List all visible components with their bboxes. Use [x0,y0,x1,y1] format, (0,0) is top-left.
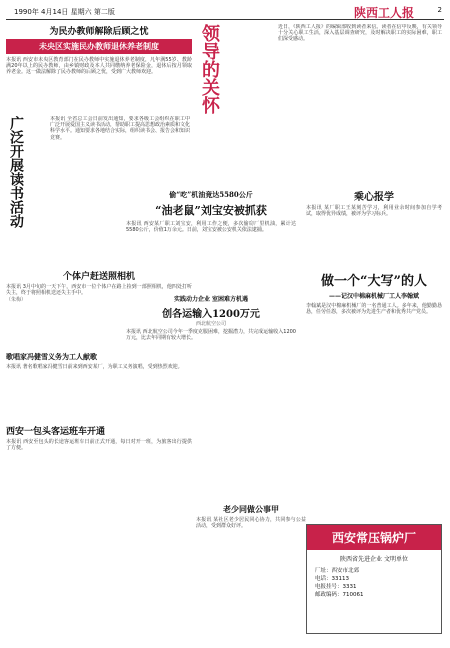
masthead [6,4,444,20]
center-mid-headline: 创各运输入1200万元 [162,309,260,320]
article-2-body: 本报讯 著名歌唱家冯健雪日前来到西安某厂，为职工义务演唱，受到热烈欢迎。 [6,364,183,370]
ad-title: 西安常压锅炉厂 [307,525,441,550]
lead-kicker: 为民办教师解除后顾之忧 [49,27,149,37]
right-article-1 [306,188,442,268]
right-top-article [278,24,442,184]
center-bottom-headline: 老少同做公事甲 [223,504,279,514]
middle-left-body: 本报讯 3月中旬的一天下午，西安市一位个体户在路上捡到一部照相机，他四处打听失主，终于将照相机送还失主手中。 [6,284,192,297]
center-mid-sub: 西北航空公司 [195,321,226,327]
article-3-body: 本报讯 西安至包头的长途客运班车日前正式开通，每日对开一班，为旅客出行提供了方便。 [6,439,192,452]
right-article-2-headline: 做一个“大写”的人 [321,274,427,289]
ad-line: 电报挂号：3331 [315,584,357,590]
center-mid-body: 本报讯 西北航空公司今年一季度克服困难，挖掘潜力，共完成运输收入1200万元，比去年同期有较大增长。 [126,329,296,342]
right-article-2-body: 李翰斌是汉中棉麻机械厂的一名普通工人。多年来，他勤勤恳恳，任劳任怨，多次被评为先进生产者和优秀共产党员。 [306,303,442,316]
right-top-body: 近日，《陕西工人报》的编辑部收到读者来信。读者在信中反映，有关领导十分关心职工生活，深入基层调查研究，及时解决职工的实际困难，职工们深受感动。 [278,24,442,43]
right-article-1-body: 本报讯 某厂职工王某刻苦学习，利用业余时间参加自学考试，取得优异成绩，被评为学习标兵。 [306,205,442,218]
ad-line: 电话：33113 [315,576,349,582]
left-feature-body: 本报讯 全省总工会日前发出通知，要求各级工会组织在职工中广泛开展爱国主义读书活动，帮助职工提高思想政治素质和文化科学水平。通知要求各地结合实际，组织读书会、报告会和知识竞赛。 [50,116,191,141]
right-article-1-headline: 乘心报学 [354,192,394,203]
lead-body: 本报讯 西安市未央区教育部门在民办教师中实施退休养老制度，凡年满55岁、教龄满20年以上的民办教师，由乡镇财政及本人共同缴纳养老保险金，退休后按月领取养老金。这一做法解除了民办教师的后顾之忧，受到广大教师欢迎。 [6,57,192,76]
middle-left-headline: 个体户赶送照相机 [62,272,135,282]
right-top-title: 领导的关怀 [199,24,220,114]
ad-slogan: 文明单位 [383,556,408,563]
center-feature-headline: “油老鼠”刘宝安被抓获 [155,204,267,217]
advertisement [306,524,442,634]
ad-line: 邮政编码：710061 [315,592,364,598]
center-bottom [196,504,306,564]
lead-article [6,24,192,114]
lead-subhead: 未央区实施民办教师退休养老制度 [6,39,192,54]
center-feature-kicker: 偷“吃”机油竟达5580公斤 [169,190,253,199]
page-number: 2 [437,6,442,14]
article-2-headline: 歌唱家冯健雪义务为工人献歌 [6,352,97,361]
ad-line: 厂址：西安市北郊 [315,568,360,574]
newspaper-page [6,4,444,644]
center-mid-kicker: 实践动力企业 室困难方机遇 [173,296,249,303]
ad-subtitle: 陕西省先进企业 [340,556,383,563]
middle-left-byline: （朱梅） [6,297,27,304]
article-3-headline: 西安一包头客运班车开通 [6,427,106,437]
issue-date: 1990年 4月14日 星期六 第二版 [14,8,115,16]
paper-name: 陕西工人报 [353,6,414,20]
article-3 [6,424,192,494]
right-top-column [196,24,276,184]
center-mid [126,294,296,384]
right-article-2 [306,270,442,520]
center-feature-body: 本报讯 西安某厂职工刘宝安，利用工作之便，多次偷窃厂里机油，累计达5580公斤，价值1万余元。日前，刘宝安被公安机关依法逮捕。 [126,221,296,234]
center-feature [126,190,296,270]
left-feature-title: 广泛开展读书活动 [8,116,24,228]
ad-info [307,563,441,603]
center-bottom-body: 本报讯 某社区老少居民同心协力，共同参与公益活动，受到群众好评。 [196,517,306,530]
right-article-2-subhead: ——记汉中棉麻机械厂工人李翰斌 [328,293,419,300]
